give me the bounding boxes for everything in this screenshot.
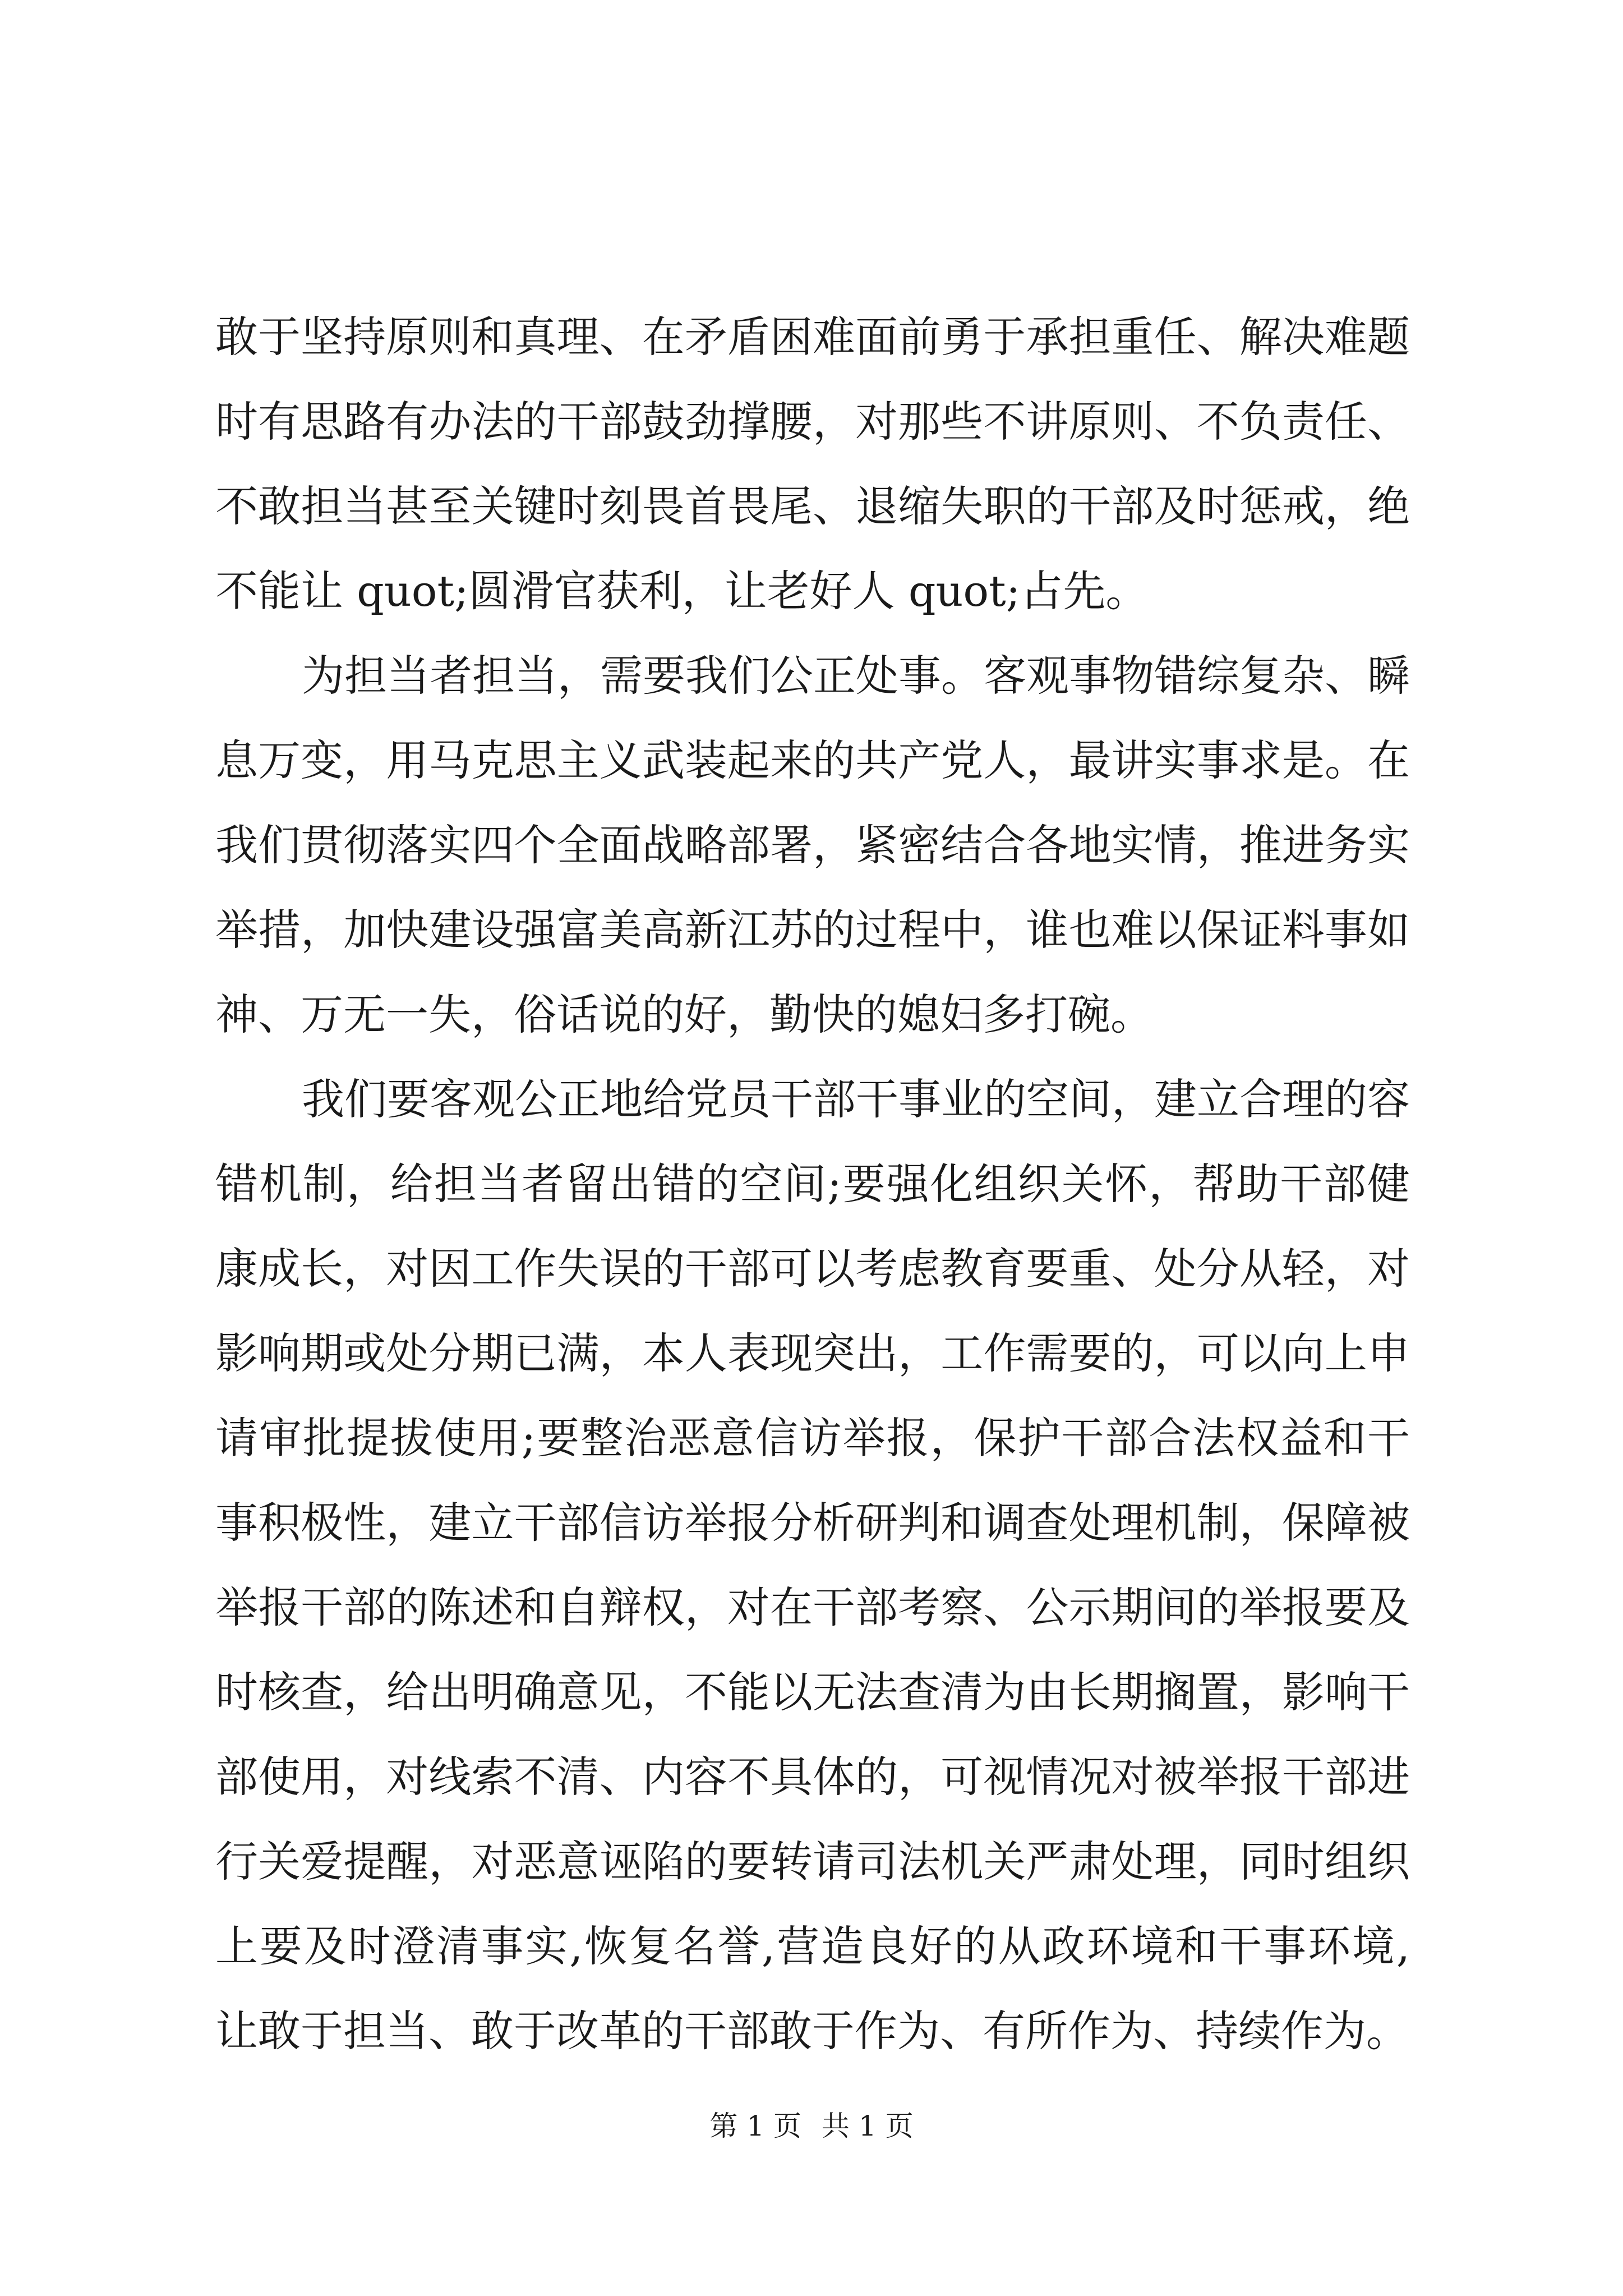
- text-line: 影响期或处分期已满，本人表现突出，工作需要的，可以向上申: [215, 1328, 1410, 1378]
- text-line: 举措，加快建设强富美高新江苏的过程中，谁也难以保证料事如: [215, 905, 1410, 955]
- page-number: 第 1 页: [709, 2110, 801, 2142]
- page-total: 共 1 页: [822, 2110, 914, 2142]
- text-line: 行关爱提醒，对恶意诬陷的要转请司法机关严肃处理，同时组织: [215, 1837, 1410, 1887]
- paragraph-first-line: 为担当者担当，需要我们公正处事。客观事物错综复杂、瞬: [302, 651, 1410, 701]
- text-line: 错机制，给担当者留出错的空间;要强化组织关怀，帮助干部健: [215, 1159, 1410, 1209]
- text-line: 神、万无一失，俗话说的好，勤快的媳妇多打碗。: [215, 990, 1153, 1039]
- page-footer: [0, 2109, 1623, 2143]
- text-line: 敢于坚持原则和真理、在矛盾困难面前勇于承担重任、解决难题: [215, 312, 1410, 362]
- text-line: 不敢担当甚至关键时刻畏首畏尾、退缩失职的干部及时惩戒，绝: [215, 481, 1410, 531]
- document-body: [215, 295, 1410, 2073]
- text-line: 让敢于担当、敢于改革的干部敢于作为、有所作为、持续作为。: [215, 2006, 1409, 2056]
- text-line: 不能让 quot;圆滑官获利，让老好人 quot;占先。: [215, 566, 1149, 616]
- text-line: 我们贯彻落实四个全面战略部署，紧密结合各地实情，推进务实: [215, 820, 1410, 870]
- text-line: 时核查，给出明确意见，不能以无法查清为由长期搁置，影响干: [215, 1667, 1410, 1717]
- text-line: 部使用，对线索不清、内容不具体的，可视情况对被举报干部进: [215, 1752, 1410, 1802]
- text-line: 康成长，对因工作失误的干部可以考虑教育要重、处分从轻，对: [215, 1244, 1410, 1294]
- text-line: 请审批提拔使用;要整治恶意信访举报，保护干部合法权益和干: [215, 1413, 1410, 1463]
- paragraph-first-line: 我们要客观公正地给党员干部干事业的空间，建立合理的容: [302, 1074, 1410, 1124]
- text-line: 息万变，用马克思主义武装起来的共产党人，最讲实事求是。在: [215, 735, 1410, 785]
- text-line: 上要及时澄清事实,恢复名誉,营造良好的从政环境和干事环境,: [215, 1921, 1410, 1971]
- text-line: 事积极性，建立干部信访举报分析研判和调查处理机制，保障被: [215, 1498, 1410, 1548]
- text-line: 举报干部的陈述和自辩权，对在干部考察、公示期间的举报要及: [215, 1582, 1410, 1632]
- text-line: 时有思路有办法的干部鼓劲撑腰，对那些不讲原则、不负责任、: [215, 397, 1410, 447]
